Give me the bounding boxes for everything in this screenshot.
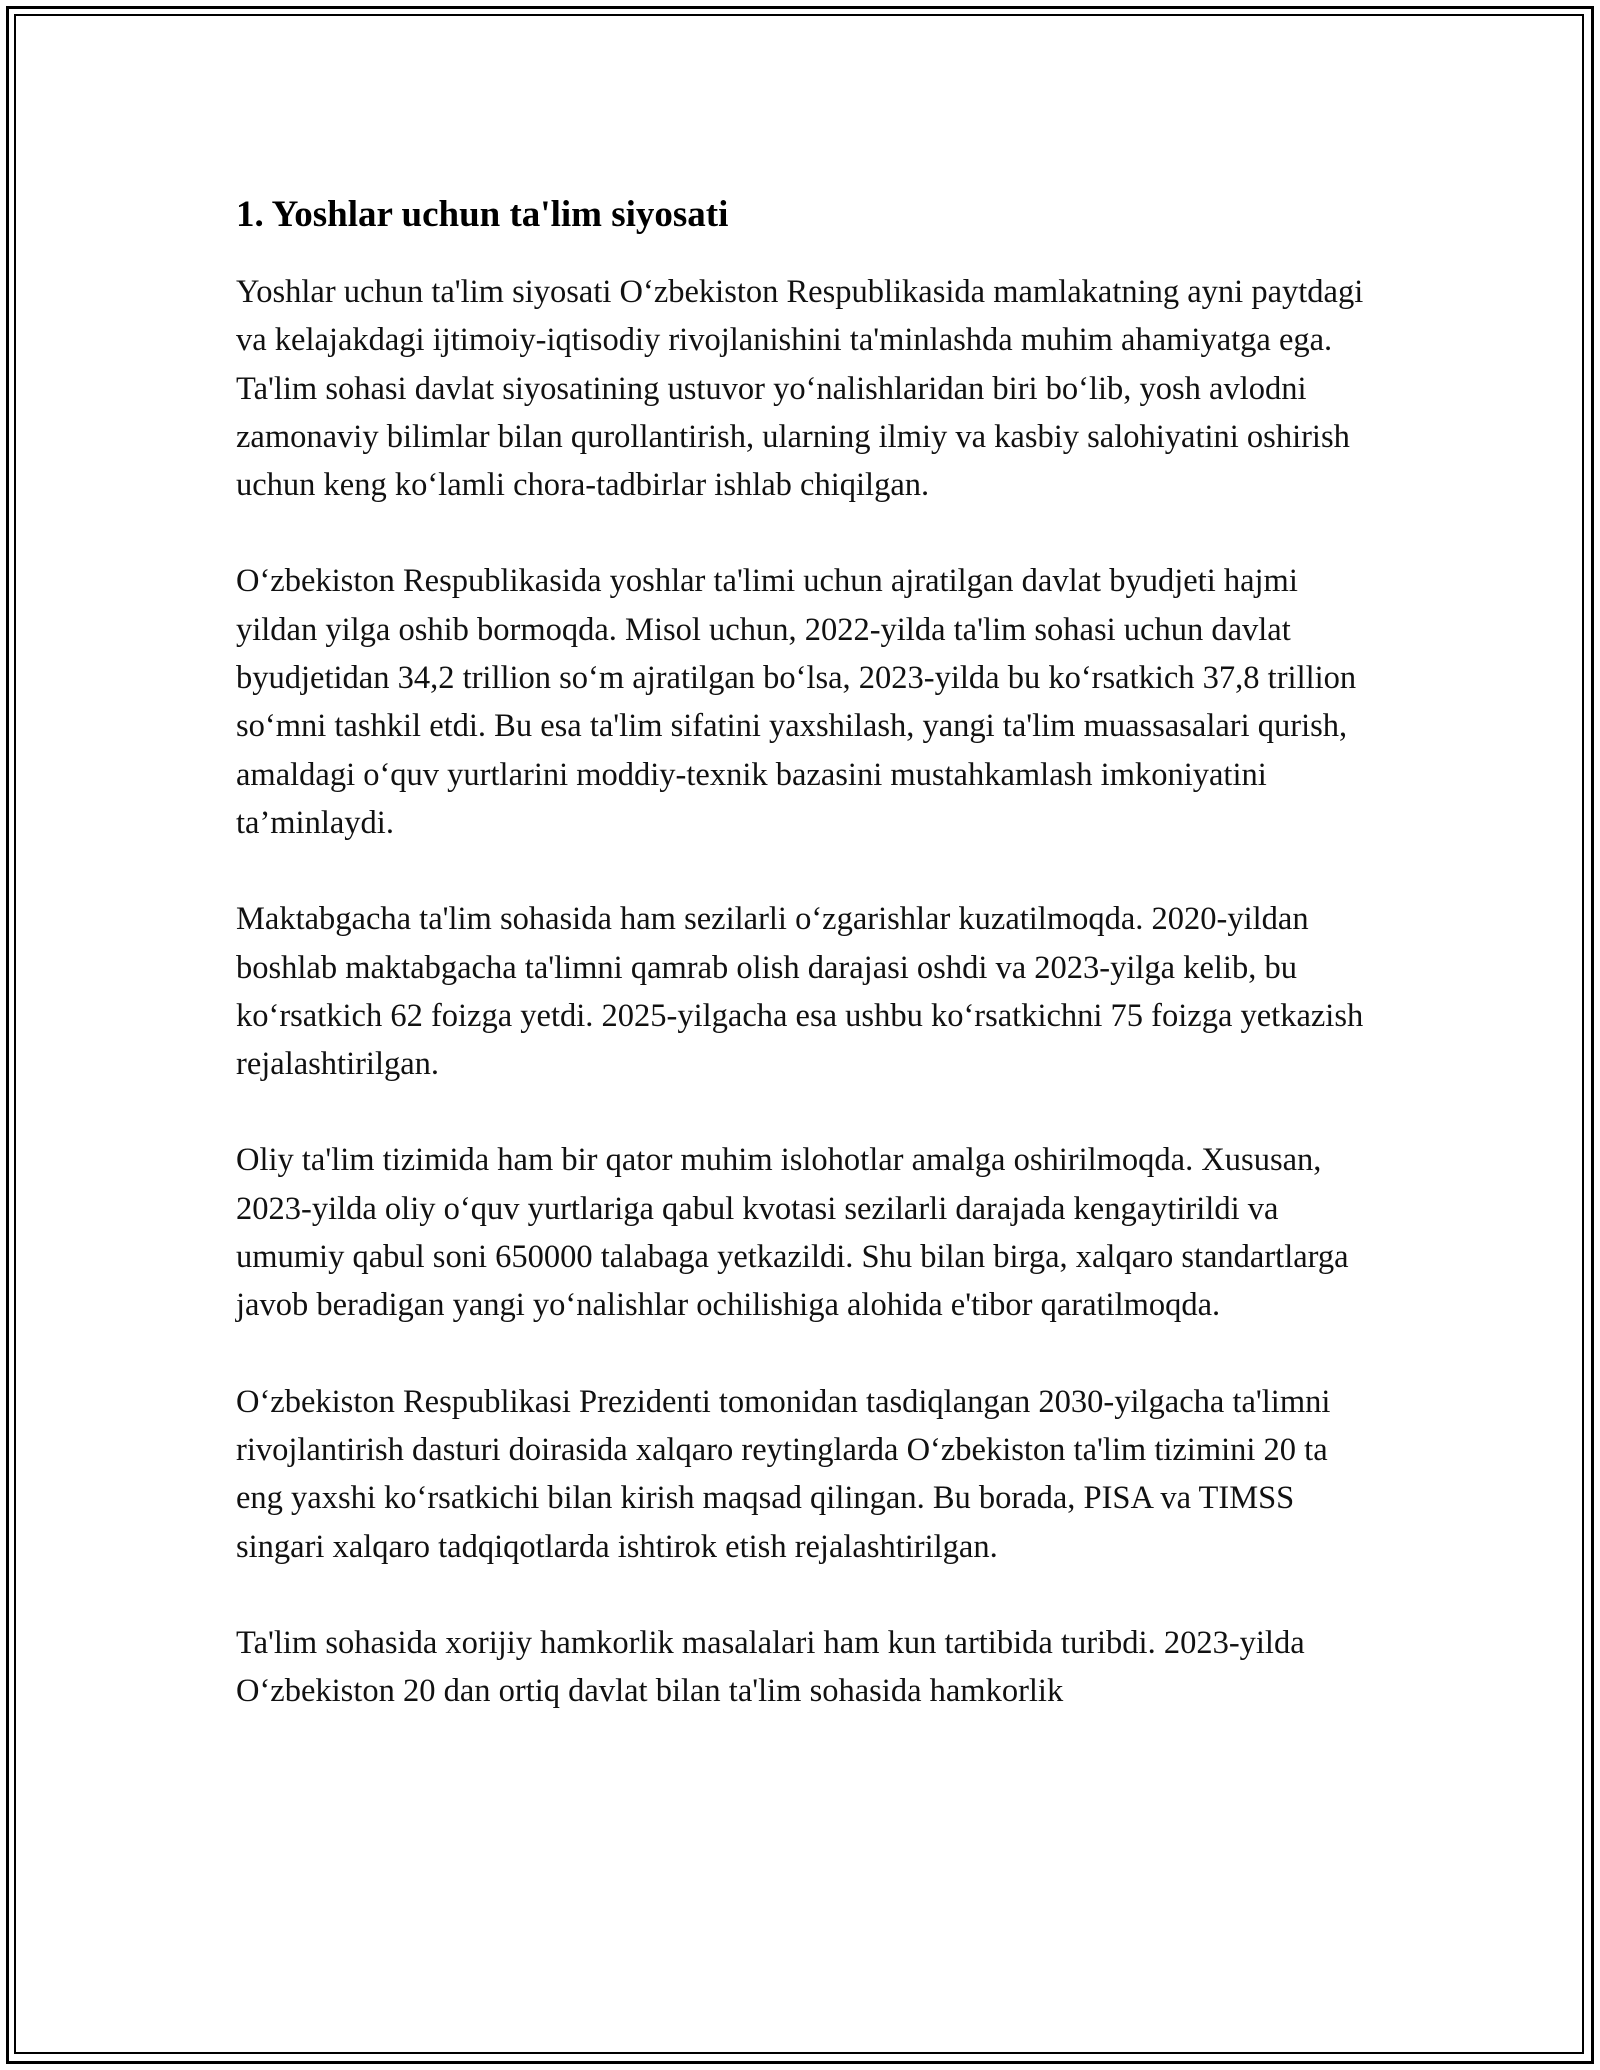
paragraph-preschool-education: Maktabgacha ta'lim sohasida ham sezilarli o‘zgarishlar kuzatilmoqda. 2020-yildan boshlab maktabgacha ta'limni qamrab olish darajasi oshdi va 2023-yilga kelib, bu ko‘rsatkich 62 foizga yetdi. 2025-yilgacha esa ushbu ko‘rsatkichni 75 foizga yetkazish rejalashtirilgan. — [236, 901, 1364, 1083]
section-heading: 1. Yoshlar uchun ta'lim siyosati — [236, 194, 729, 235]
paragraph-education-budget: O‘zbekiston Respublikasida yoshlar ta'limi uchun ajratilgan davlat byudjeti hajmi yildan yilga oshib bormoqda. Misol uchun, 2022-yilda ta'lim sohasi uchun davlat byudjetidan 34,2 trillion so‘m ajratilgan bo‘lsa, 2023-yilda bu ko‘rsatkich 37,8 trillion so‘mni tashkil etdi. Bu esa ta'lim sifatini yaxshilash, yangi ta'lim muassasalari qurish, amaldagi o‘quv yurtlarini moddiy-texnik bazasini mustahkamlash imkoniyatini ta’minlaydi. — [236, 563, 1357, 841]
paragraph-education-policy-intro: Yoshlar uchun ta'lim siyosati O‘zbekiston Respublikasida mamlakatning ayni paytdagi va kelajakdagi ijtimoiy-iqtisodiy rivojlanishini ta'minlashda muhim ahamiyatga ega. Ta'lim sohasi davlat siyosatining ustuvor yo‘nalishlaridan biri bo‘lib, yosh avlodni zamonaviy bilimlar bilan qurollantirish, ularning ilmiy va kasbiy salohiyatini oshirish uchun keng ko‘lamli chora-tadbirlar ishlab chiqilgan. — [236, 274, 1364, 504]
paragraph-international-cooperation: Ta'lim sohasida xorijiy hamkorlik masalalari ham kun tartibida turibdi. 2023-yilda O‘zbekiston 20 dan ortiq davlat bilan ta'lim sohasida hamkorlik — [236, 1624, 1305, 1710]
paragraph-education-strategy-2030: O‘zbekiston Respublikasi Prezidenti tomonidan tasdiqlangan 2030-yilgacha ta'limni rivojlantirish dasturi doirasida xalqaro reytinglarda O‘zbekiston ta'lim tizimini 20 ta eng yaxshi ko‘rsatkichi bilan kirish maqsad qilingan. Bu borada, PISA va TIMSS singari xalqaro tadqiqotlarda ishtirok etish rejalashtirilgan. — [236, 1383, 1331, 1565]
document-body — [236, 188, 1376, 1763]
paragraph-higher-education: Oliy ta'lim tizimida ham bir qator muhim islohotlar amalga oshirilmoqda. Xususan, 2023-yilda oliy o‘quv yurtlariga qabul kvotasi sezilarli darajada kengaytirildi va umumiy qabul soni 650000 talabaga yetkazildi. Shu bilan birga, xalqaro standartlarga javob beradigan yangi yo‘nalishlar ochilishiga alohida e'tibor qaratilmoqda. — [236, 1142, 1349, 1324]
